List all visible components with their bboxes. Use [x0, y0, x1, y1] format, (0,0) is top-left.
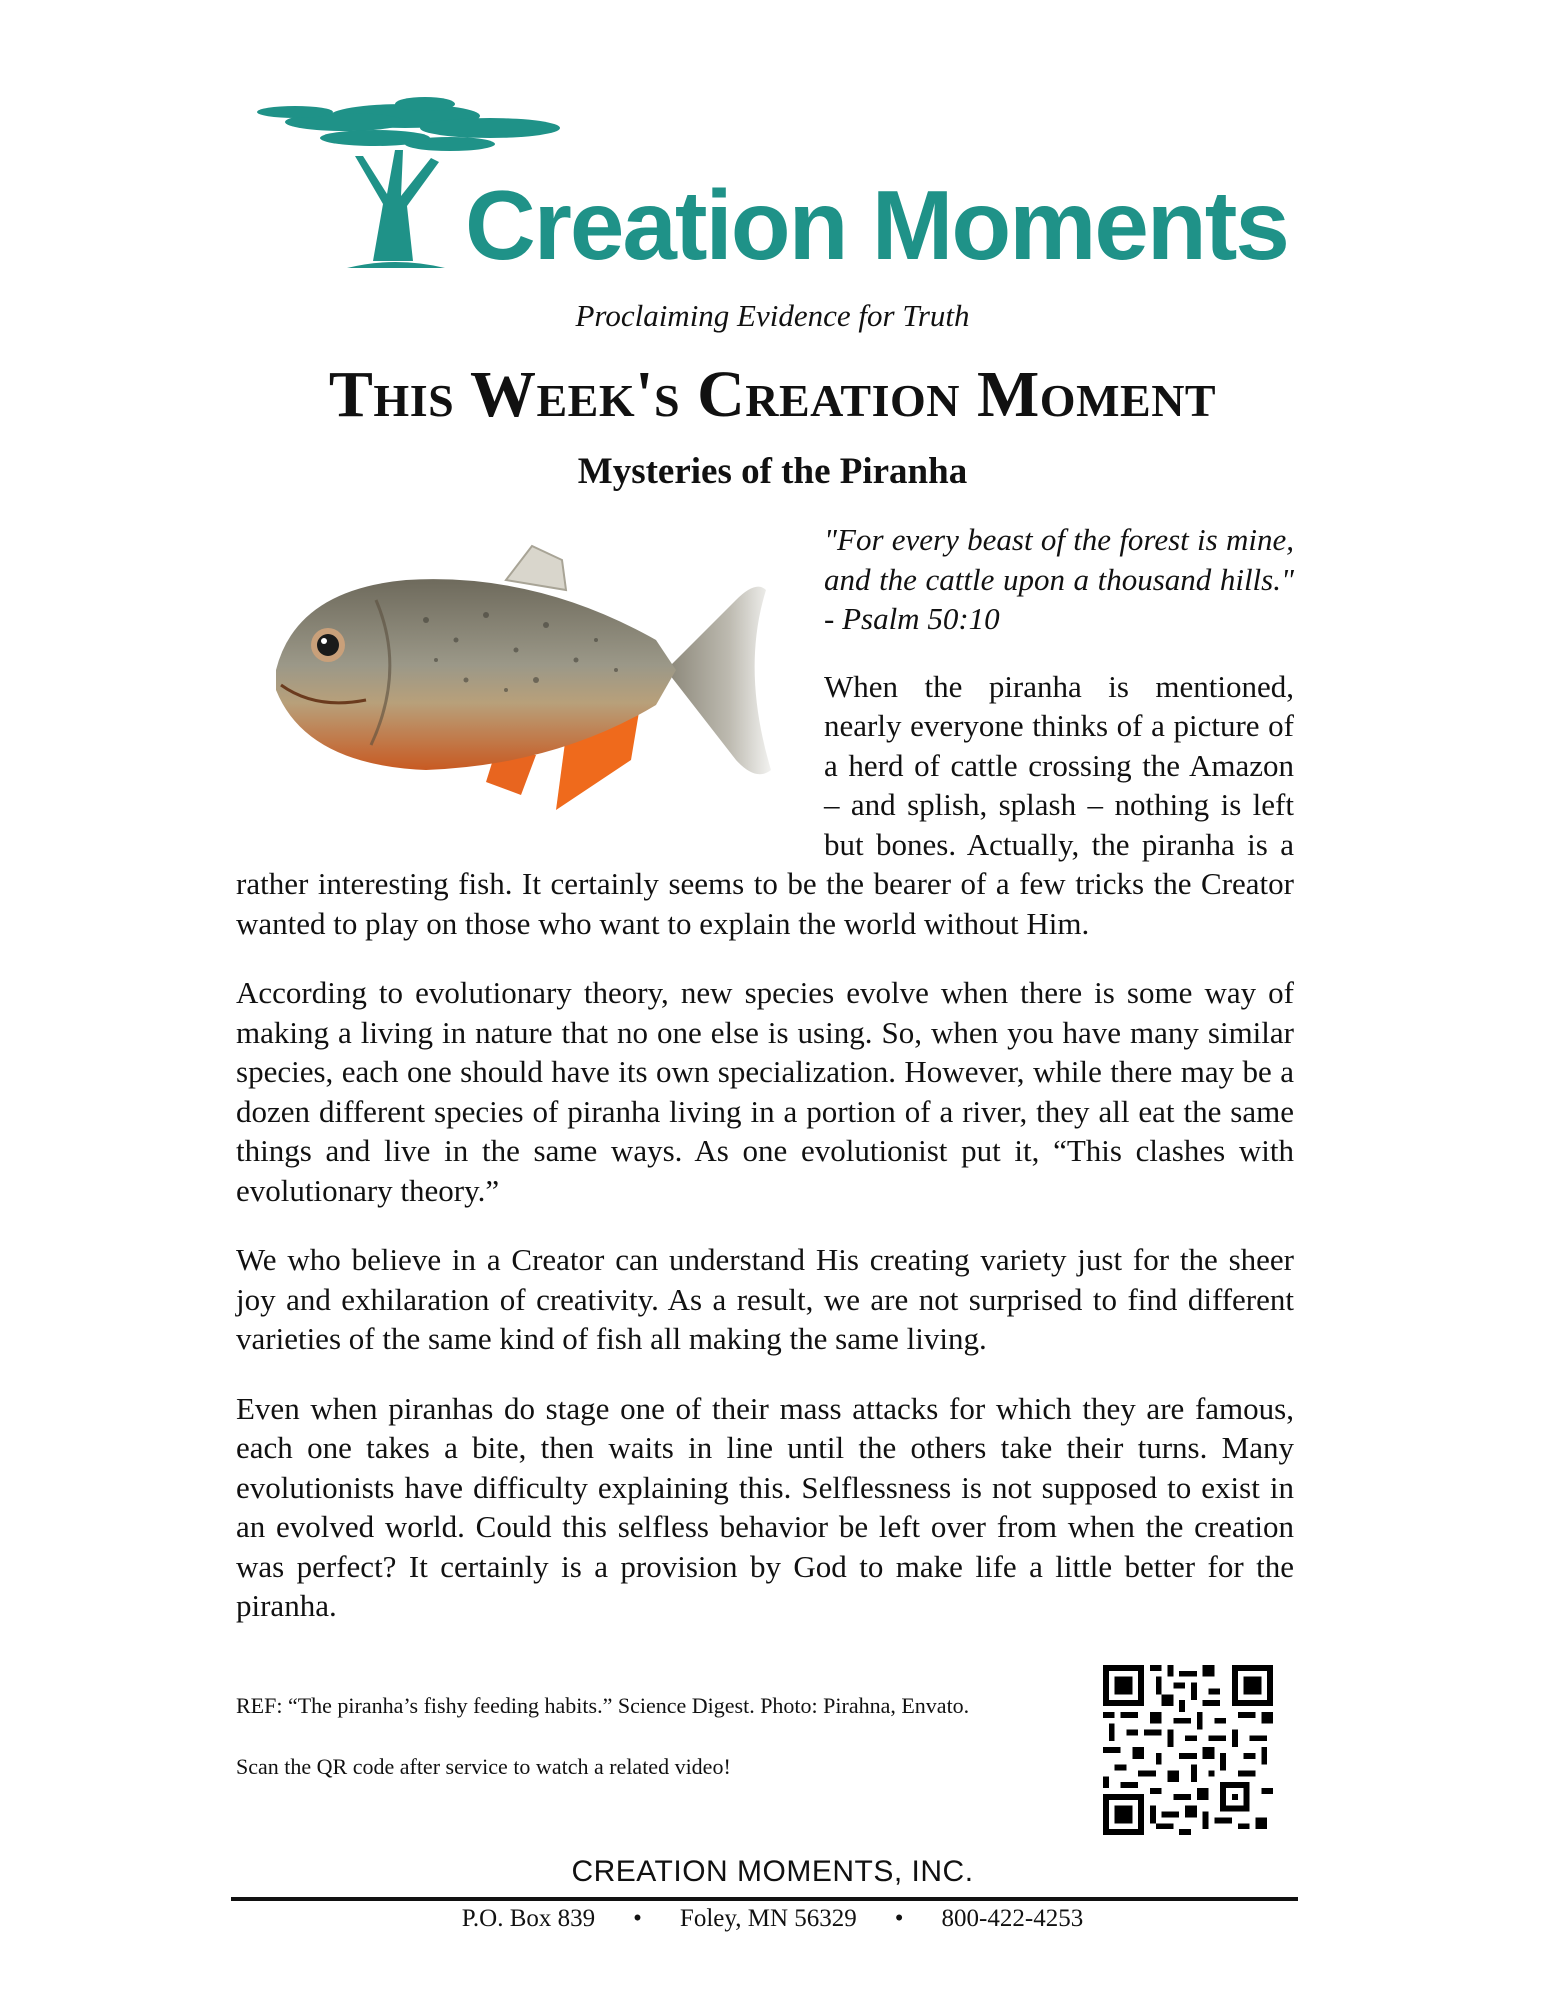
footer-contact — [0, 1905, 1545, 1933]
article-title: Mysteries of the Piranha — [577, 451, 968, 492]
footer-company: CREATION MOMENTS, INC. — [571, 1855, 974, 1888]
paragraph-1: When the piranha is mentioned, nearly everyone thinks of a picture of a herd of cattle crossing the Amazon – and splish, splash – nothing is left but bones. Actually, the piranha is a rather interesting fish. It certainly seems to be the bearer of a few tricks the Creator wanted to play on those who want to explain the world without Him. — [236, 668, 1294, 941]
page-title: This Week's Creation Moment — [328, 358, 1217, 431]
footer-phone: 800-422-4253 — [941, 1905, 1084, 1932]
footer-divider — [231, 1897, 1298, 1901]
brand-logo — [255, 86, 1288, 280]
references — [236, 1690, 1056, 1812]
reference-text: REF: “The piranha’s fishy feeding habits.” Science Digest. Photo: Pirahna, Envato. — [236, 1693, 970, 1718]
brand-name: Creation Moments — [465, 170, 1288, 280]
footer-city: Foley, MN 56329 — [679, 1905, 857, 1932]
tagline: Proclaiming Evidence for Truth — [575, 298, 970, 333]
piranha-image — [236, 520, 824, 844]
paragraph-4: Even when piranhas do stage one of their mass attacks for which they are famous, each one takes a bite, then waits in line until the others take their turns. Many evolutionists have difficulty explaining this. Selflessness is not supposed to exist in an evolved world. Could this selfless behavior be left over from when the creation was perfect? It certainly is a provision by God to make life a little better for the piranha. — [236, 1390, 1294, 1623]
scripture-verse: "For every beast of the forest is mine, and the cattle upon a thousand hills." - Psalm 50:10 — [824, 522, 1294, 636]
paragraph-3: We who believe in a Creator can understand His creating variety just for the sheer joy and exhilaration of creativity. As a result, we are not surprised to find different varieties of the same kind of fish all making the same living. — [236, 1242, 1294, 1356]
footer-separator: • — [633, 1905, 642, 1932]
qr-code-icon[interactable] — [1103, 1665, 1273, 1835]
footer-separator: • — [894, 1905, 904, 1932]
footer-po-box: P.O. Box 839 — [461, 1905, 596, 1932]
article-body — [236, 520, 1294, 1656]
qr-note: Scan the QR code after service to watch a related video! — [236, 1754, 731, 1779]
paragraph-2: According to evolutionary theory, new species evolve when there is some way of making a living in nature that no one else is using. So, when you have many similar species, each one should have its own specialization. However, while there may be a dozen different species of piranha living in a portion of a river, they all eat the same things and live in the same ways. As one evolutionist put it, “This clashes with evolutionary theory.” — [236, 975, 1294, 1208]
